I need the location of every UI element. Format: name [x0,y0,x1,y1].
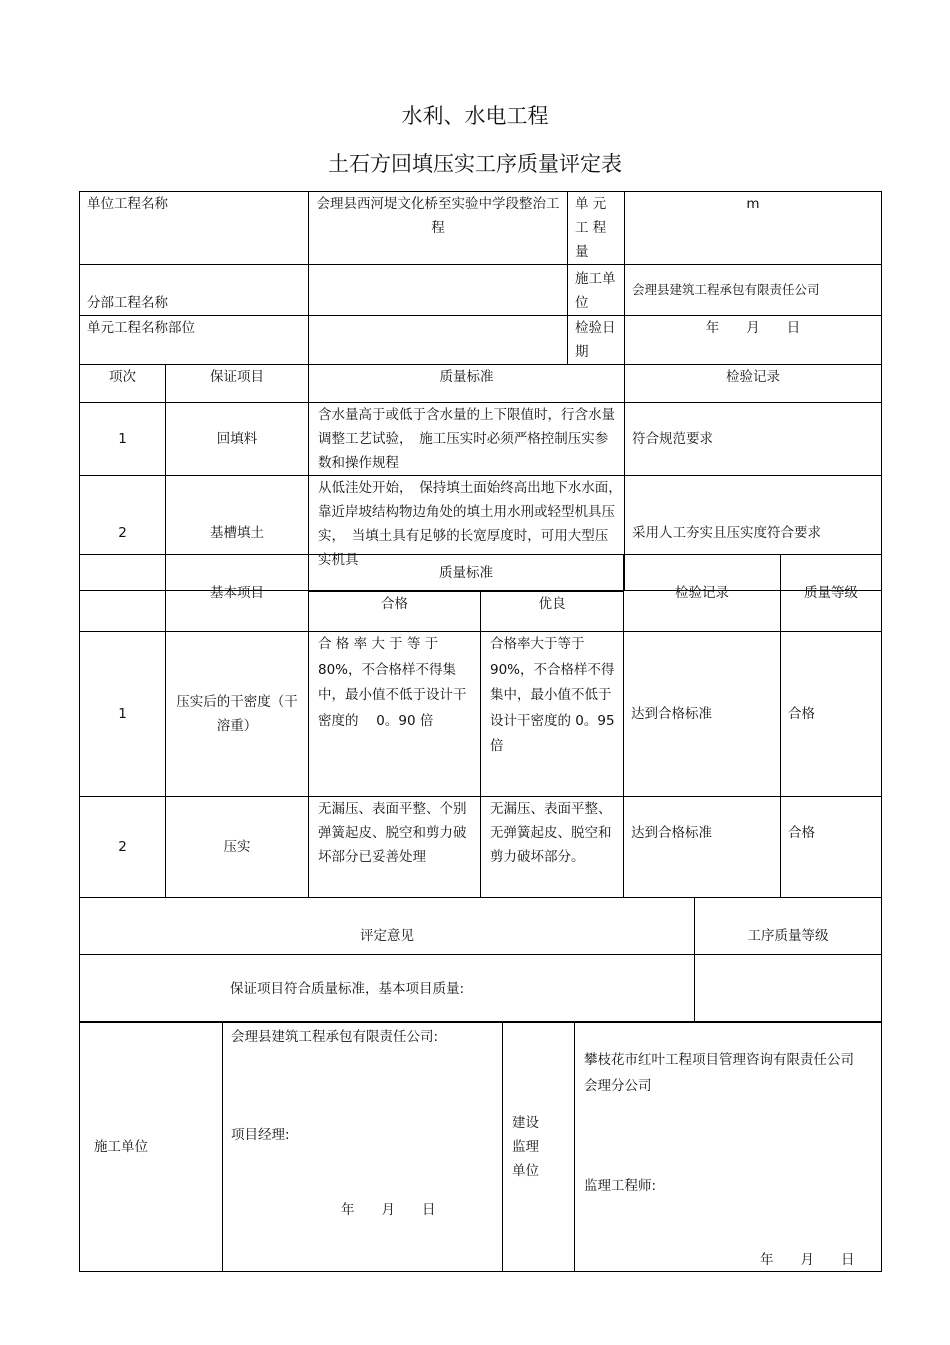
basic-items-table [79,554,882,898]
signature-table [79,1021,882,1272]
basic-header-pass: 合格 [309,592,481,632]
construction-sign-block [223,1022,503,1272]
supervision-sign-block [575,1022,882,1272]
basic-row-record: 达到合格标准 [624,797,781,898]
supervision-company: 攀枝花市红叶工程项目管理咨询有限责任公司会理分公司 [584,1052,854,1094]
sub-project-value [309,265,568,316]
inspection-date-value: 年 月 日 [625,316,882,365]
guarantee-header-standard: 质量标准 [309,365,625,403]
construction-company: 会理县建筑工程承包有限责任公司: [231,1029,439,1045]
basic-row-record: 达到合格标准 [624,632,781,797]
basic-row [80,632,882,797]
guarantee-row-record: 符合规范要求 [625,403,882,476]
guarantee-row-item: 基槽填土 [166,476,309,591]
evaluation-grade-label: 工序质量等级 [695,898,882,955]
sub-project-label: 分部工程名称 [80,265,309,316]
guarantee-row-standard: 含水量高于或低于含水量的上下限值时，行含水量调整工艺试验， 施工压实时必须严格控制压实参数和操作规程 [309,403,625,476]
basic-header-standard: 质量标准 [309,555,624,592]
basic-row-grade: 合格 [781,797,882,898]
evaluation-opinion-label: 评定意见 [80,898,695,955]
supervision-unit-sign-label: 建设监理单位 [503,1022,575,1272]
basic-header-item: 基本项目 [166,555,309,632]
guarantee-row-no: 1 [80,403,166,476]
basic-row-excellent: 无漏压、表面平整、无弹簧起皮、脱空和剪力破坏部分。 [481,797,624,898]
unit-part-value [309,316,568,365]
basic-row-item: 压实后的干密度（干溶重） [166,632,309,797]
project-manager-label: 项目经理: [231,1127,290,1143]
evaluation-opinion-text: 保证项目符合质量标准，基本项目质量: [80,955,695,1023]
unit-part-label: 单元工程名称部位 [80,316,309,365]
basic-header-record: 检验记录 [624,555,781,632]
basic-row-pass: 无漏压、表面平整、个别弹簧起皮、脱空和剪力破坏部分已妥善处理 [309,797,481,898]
unit-quantity-label: 单 元 工 程 量 [568,192,625,265]
basic-row-grade: 合格 [781,632,882,797]
evaluation-table [79,897,882,1023]
construction-sign-date: 年 月 日 [341,1202,436,1218]
guarantee-row-record: 采用人工夯实且压实度符合要求 [625,476,882,591]
basic-header-grade: 质量等级 [781,555,882,632]
unit-project-label: 单位工程名称 [80,192,309,265]
form-title-line1: 水利、水电工程 [401,104,549,128]
guarantee-row [80,403,882,476]
basic-row-item: 压实 [166,797,309,898]
guarantee-row-standard: 从低洼处开始， 保持填土面始终高出地下水水面， 靠近岸坡结构物边角处的填土用水刑或轻型机具压实， 当填土具有足够的长宽厚度时，可用大型压实机具 [309,476,625,591]
basic-row-no: 1 [80,632,166,797]
basic-row-no: 2 [80,797,166,898]
construction-unit-value: 会理县建筑工程承包有限责任公司 [625,265,882,316]
guarantee-row-no: 2 [80,476,166,591]
basic-row [80,797,882,898]
unit-quantity-value: m [625,192,882,265]
inspection-date-label: 检验日期 [568,316,625,365]
basic-row-excellent: 合格率大于等于90%，不合格样不得集中，最小值不低于设计干密度的 0。95 倍 [481,632,624,797]
supervising-engineer-label: 监理工程师: [584,1178,657,1194]
evaluation-grade-value [695,955,882,1023]
basic-header-excellent: 优良 [481,592,624,632]
basic-row-pass: 合 格 率 大 于 等 于 80%，不合格样不得集中，最小值不低于设计干密度的 0。90 倍 [309,632,481,797]
guarantee-header-no: 项次 [80,365,166,403]
info-and-guarantee-table [79,191,882,591]
guarantee-row-item: 回填料 [166,403,309,476]
guarantee-header-item: 保证项目 [166,365,309,403]
form-title-line2: 土石方回填压实工序质量评定表 [328,152,622,176]
guarantee-header-record: 检验记录 [625,365,882,403]
construction-unit-label: 施工单位 [568,265,625,316]
unit-project-value: 会理县西河堤文化桥至实验中学段整治工程 [309,192,568,265]
construction-unit-sign-label: 施工单位 [80,1022,223,1272]
basic-header-blank [80,555,166,632]
supervision-sign-date: 年 月 日 [760,1252,855,1268]
